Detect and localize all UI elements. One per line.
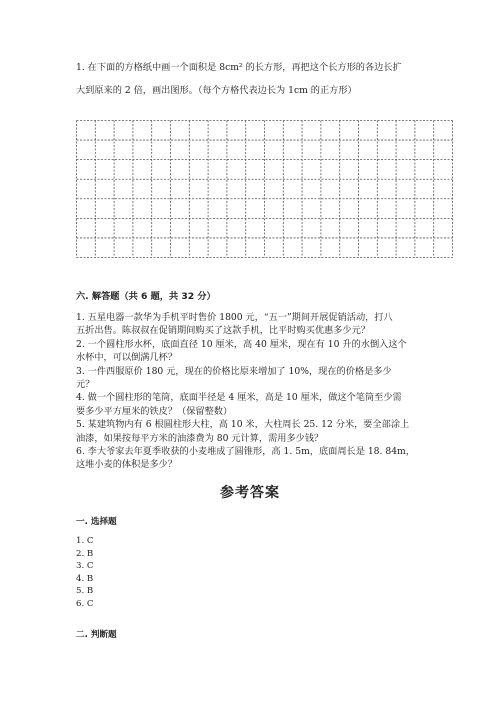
- choice-answers-list: [76, 535, 94, 611]
- problem-line: 水杯中，可以倒满几杯？: [76, 352, 178, 364]
- problem-line: 这堆小麦的体积是多少？: [76, 459, 178, 471]
- section-6-heading: 六. 解答题（共 6 题，共 32 分）: [76, 291, 216, 302]
- choice-answer: 4. B: [76, 573, 94, 584]
- problem-line: 油漆，如果按每平方米的油漆费为 80 元计算，需用多少钱？: [76, 432, 324, 444]
- problem-line: 5. 某建筑物内有 6 根圆柱形大柱，高 10 米，大柱周长 25. 12 分米，要全部涂上: [76, 419, 410, 431]
- grid-lines: [76, 120, 453, 258]
- choice-answer: 2. B: [76, 548, 94, 559]
- problem-line: 元？: [76, 379, 95, 391]
- question-1-line-2: 大到原来的 2 倍，画出图形。（每个方格代表边长为 1cm 的正方形）: [76, 85, 357, 96]
- problem-line: 6. 李大爷家去年夏季收获的小麦堆成了圆锥形，高 1. 5m，底面周长是 18. 84m，: [76, 446, 415, 458]
- square-grid-paper: [76, 120, 453, 258]
- problem-line: 五折出售。陈叔叔在促销期间购买了这款手机，比平时购买优惠多少元？: [76, 325, 370, 337]
- problem-line: 3. 一件西服原价 180 元，现在的价格比原来增加了 10%，现在的价格是多少: [76, 365, 392, 377]
- choice-answer: 1. C: [76, 536, 94, 546]
- choice-answer: 5. B: [76, 586, 94, 597]
- problem-line: 2. 一个圆柱形水杯，底面直径 10 厘米，高 40 厘米，现在有 10 升的水倒入这个: [76, 338, 407, 350]
- answer-section-2-heading: 二. 判断题: [76, 630, 117, 640]
- choice-answer: 6. C: [76, 598, 94, 609]
- answer-key-title: 参考答案: [220, 485, 280, 501]
- problem-line: 4. 做一个圆柱形的笔筒，底面半径是 4 厘米，高是 10 厘米，做这个笔筒至少需: [76, 392, 402, 404]
- answer-section-1-heading: 一. 选择题: [76, 517, 117, 527]
- question-1-line-1: 1. 在下面的方格纸中画一个面积是 8cm² 的长方形，再把这个长方形的各边长扩: [76, 62, 402, 73]
- choice-answer: 3. C: [76, 561, 94, 572]
- problem-line: 1. 五星电器一款华为手机平时售价 1800 元，“五一”期间开展促销活动，打八: [76, 312, 393, 323]
- problem-line: 要多少平方厘米的铁皮？（保留整数）: [76, 405, 233, 417]
- section-6-problems: [76, 311, 415, 472]
